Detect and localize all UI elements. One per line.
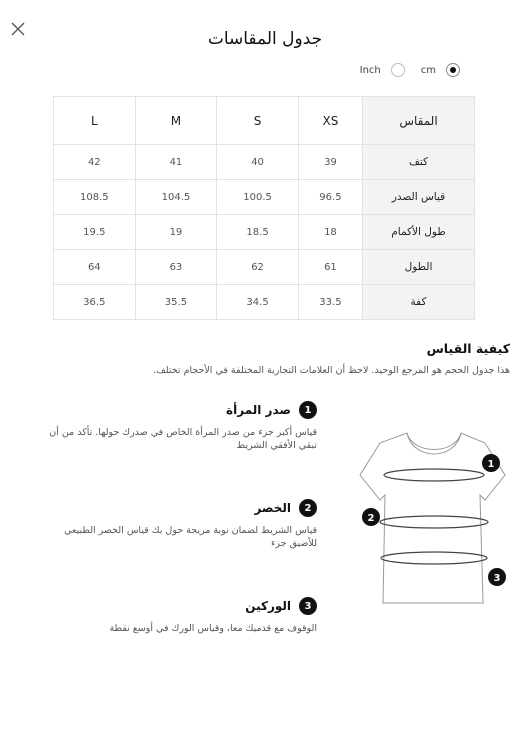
step-title: الوركين — [245, 599, 291, 613]
table-row — [54, 250, 475, 285]
table-cell: 18.5 — [217, 215, 299, 250]
row-label: كفة — [363, 285, 475, 320]
marker-3-label: 3 — [493, 573, 501, 584]
unit-option-cm[interactable] — [421, 63, 460, 77]
radio-inch[interactable] — [391, 63, 405, 77]
table-cell: 108.5 — [54, 180, 136, 215]
marker-3 — [488, 568, 506, 586]
marker-2-label: 2 — [367, 513, 375, 524]
tshirt-measurement-diagram — [355, 425, 515, 610]
unit-label-cm: cm — [420, 64, 436, 76]
page-title: جدول المقاسات — [207, 29, 323, 49]
unit-selector — [360, 63, 460, 77]
step-number-badge: 2 — [299, 499, 317, 517]
size-col-s: S — [217, 97, 299, 145]
row-label: قياس الصدر — [363, 180, 475, 215]
row-label: طول الأكمام — [363, 215, 475, 250]
table-row — [54, 180, 475, 215]
step-number-badge: 3 — [299, 597, 317, 615]
step-title: صدر المرأة — [226, 403, 291, 417]
size-table-header — [54, 97, 475, 145]
how-to-measure-title: كيفية القياس — [426, 341, 510, 356]
table-row — [54, 285, 475, 320]
table-cell: 96.5 — [298, 180, 362, 215]
table-cell: 34.5 — [217, 285, 299, 320]
size-table — [53, 96, 475, 320]
row-label: الطول — [363, 250, 475, 285]
table-cell: 104.5 — [135, 180, 217, 215]
table-cell: 33.5 — [298, 285, 362, 320]
table-cell: 61 — [298, 250, 362, 285]
table-cell: 42 — [54, 145, 136, 180]
row-label: كتف — [363, 145, 475, 180]
step-number-badge: 1 — [299, 401, 317, 419]
table-row — [54, 145, 475, 180]
table-row — [54, 215, 475, 250]
table-cell: 62 — [217, 250, 299, 285]
table-cell: 18 — [298, 215, 362, 250]
step-title: الخصر — [254, 501, 291, 515]
unit-option-inch[interactable] — [360, 63, 405, 77]
table-cell: 19.5 — [54, 215, 136, 250]
size-col-m: M — [135, 97, 217, 145]
table-cell: 35.5 — [135, 285, 217, 320]
marker-2 — [362, 508, 380, 526]
table-cell: 41 — [135, 145, 217, 180]
step-hips — [37, 597, 317, 635]
table-cell: 64 — [54, 250, 136, 285]
marker-1-label: 1 — [487, 459, 495, 470]
size-col-xs: XS — [298, 97, 362, 145]
table-cell: 36.5 — [54, 285, 136, 320]
step-description: الوقوف مع قدميك معا، وقياس الورك في أوسع نقطة — [109, 623, 317, 634]
table-cell: 19 — [135, 215, 217, 250]
unit-label-inch: Inch — [359, 64, 381, 76]
table-cell: 40 — [217, 145, 299, 180]
marker-1 — [482, 454, 500, 472]
table-cell: 100.5 — [217, 180, 299, 215]
step-bust — [37, 401, 317, 452]
size-col-l: L — [54, 97, 136, 145]
radio-cm[interactable] — [446, 63, 460, 77]
how-to-measure-note: هذا جدول الحجم هو المرجع الوحيد. لاحظ أن العلامات التجارية المختلفة في الأحجام تختلف. — [152, 365, 510, 376]
step-waist — [37, 499, 317, 550]
step-description: قياس أكبر جزء من صدر المرأة الخاص في صدرك حولها. تأكد من أن تبقي الأفقي الشريط — [49, 427, 317, 451]
table-cell: 63 — [135, 250, 217, 285]
table-cell: 39 — [298, 145, 362, 180]
size-header-label: المقاس — [363, 97, 475, 145]
step-description: قياس الشريط لضمان نوبة مريحة حول بك قياس الخصر الطبيعي للأضيق جزء — [64, 525, 317, 549]
